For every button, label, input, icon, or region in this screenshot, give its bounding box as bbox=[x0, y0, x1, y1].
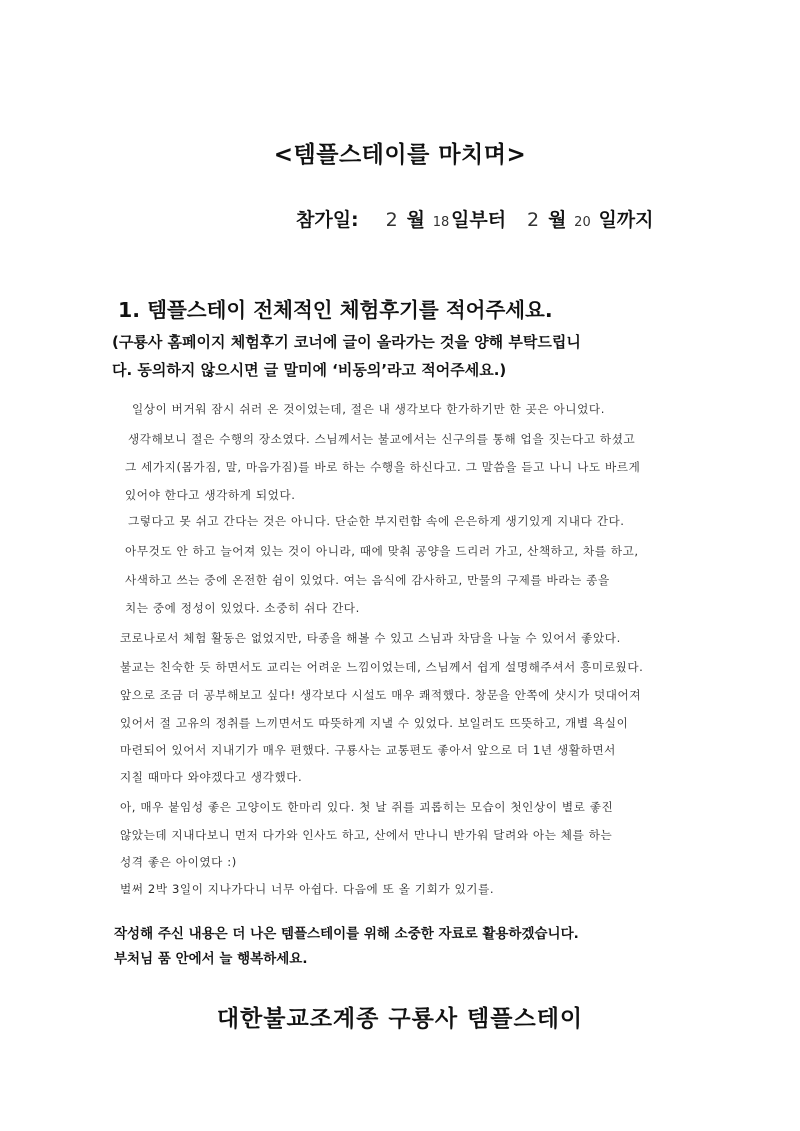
answer-line: 일상이 버거워 잠시 쉬러 온 것이었는데, 절은 내 생각보다 한가하기만 한 곳은 아니었다. bbox=[132, 402, 605, 416]
document-title: <템플스테이를 마치며> bbox=[273, 142, 527, 168]
month-word: 월 bbox=[406, 209, 426, 231]
answer-line: 앞으로 조금 더 공부해보고 싶다! 생각보다 시설도 매우 쾌적했다. 창문을 안쪽에 샷시가 덧대어져 bbox=[120, 688, 642, 702]
closing-message bbox=[114, 922, 579, 972]
organization-name: 대한불교조계종 구룡사 템플스테이 bbox=[216, 1006, 584, 1032]
month-word: 월 bbox=[548, 209, 567, 231]
answer-line: 지칠 때마다 와야겠다고 생각했다. bbox=[120, 770, 303, 784]
answer-line: 벌써 2박 3일이 지나가다니 너무 아쉽다. 다음에 또 올 기회가 있기를. bbox=[120, 882, 495, 896]
end-day-value: 20 bbox=[574, 215, 591, 230]
question-consent-note bbox=[112, 328, 702, 384]
start-month-value: 2 bbox=[385, 209, 398, 231]
participation-dates bbox=[296, 205, 654, 232]
answer-line: 않았는데 지내다보니 먼저 다가와 인사도 하고, 산에서 만나니 반가워 달려와 아는 체를 하는 bbox=[120, 828, 613, 842]
answer-line: 그렇다고 못 쉬고 간다는 것은 아니다. 단순한 부지런함 속에 은은하게 생기있게 지내다 간다. bbox=[128, 514, 625, 528]
closing-message-line: 부처님 품 안에서 늘 행복하세요. bbox=[114, 951, 308, 967]
answer-line: 치는 중에 정성이 있었다. 소중히 쉬다 간다. bbox=[125, 601, 360, 615]
answer-line: 코로나로서 체험 활동은 없었지만, 타종을 해볼 수 있고 스님과 차담을 나눌 수 있어서 좋았다. bbox=[120, 631, 621, 645]
from-word: 일부터 bbox=[451, 209, 507, 231]
answer-line: 마련되어 있어서 지내기가 매우 편했다. 구룡사는 교통편도 좋아서 앞으로 더 1년 생활하면서 bbox=[120, 743, 616, 757]
answer-line: 있어야 한다고 생각하게 되었다. bbox=[125, 488, 296, 502]
start-day-value: 18 bbox=[432, 215, 450, 230]
answer-line: 아, 매우 붙임성 좋은 고양이도 한마리 있다. 첫 날 쥐를 괴롭히는 모습이 첫인상이 별로 좋진 bbox=[120, 800, 614, 814]
answer-line: 성격 좋은 아이였다 :) bbox=[120, 855, 237, 869]
end-month-value: 2 bbox=[527, 209, 540, 231]
consent-note-line: 다. 동의하지 않으시면 글 말미에 ‘비동의’라고 적어주세요.) bbox=[112, 361, 507, 379]
consent-note-line: (구룡사 홈페이지 체험후기 코너에 글이 올라가는 것을 양해 부탁드립니 bbox=[112, 333, 581, 351]
answer-line: 그 세가지(몸가짐, 말, 마음가짐)를 바로 하는 수행을 하신다고. 그 말씀을 듣고 나니 나도 바르게 bbox=[125, 460, 641, 474]
answer-line: 불교는 친숙한 듯 하면서도 교리는 어려운 느낌이었는데, 스님께서 쉽게 설명해주셔서 흥미로웠다. bbox=[120, 660, 644, 674]
until-word: 일까지 bbox=[598, 209, 654, 231]
answer-line: 있어서 절 고유의 정취를 느끼면서도 따뜻하게 지낼 수 있었다. 보일러도 뜨뜻하고, 개별 욕실이 bbox=[120, 716, 629, 730]
participation-label: 참가일: bbox=[296, 209, 359, 231]
question-heading: 1. 템플스테이 전체적인 체험후기를 적어주세요. bbox=[118, 298, 553, 322]
answer-line: 생각해보니 절은 수행의 장소였다. 스님께서는 불교에서는 신구의를 통해 업을 짓는다고 하셨고 bbox=[128, 432, 636, 446]
closing-message-line: 작성해 주신 내용은 더 나은 템플스테이를 위해 소중한 자료로 활용하겠습니다. bbox=[114, 926, 579, 942]
answer-line: 아무것도 안 하고 늘어져 있는 것이 아니라, 때에 맞춰 공양을 드리러 가고, 산책하고, 차를 하고, bbox=[125, 544, 639, 558]
answer-line: 사색하고 쓰는 중에 온전한 쉼이 있었다. 여는 음식에 감사하고, 만물의 구제를 바라는 종을 bbox=[125, 573, 610, 587]
